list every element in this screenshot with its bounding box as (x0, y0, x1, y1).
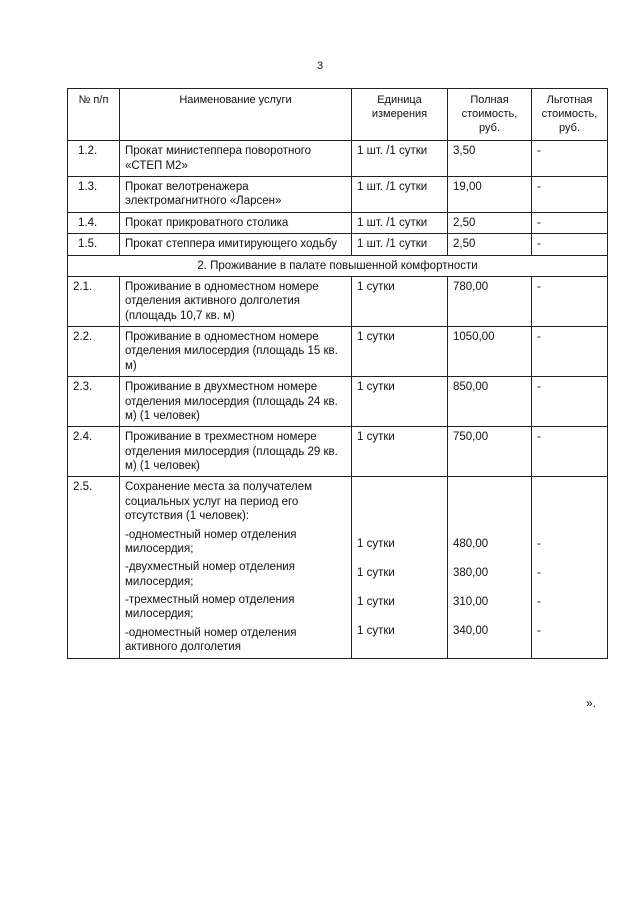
table-row (68, 177, 608, 213)
sub-item-unit: 1 сутки (357, 596, 395, 609)
row-unit: 1 шт. /1 сутки (352, 212, 448, 233)
sub-item-unit: 1 сутки (357, 567, 395, 580)
row-full-cost: 780,00 (448, 276, 532, 326)
row-num: 1.5. (68, 234, 120, 255)
row-discount-cost: - (532, 212, 608, 233)
sub-item-discount-cost: - (537, 596, 541, 609)
row-num: 2.5. (68, 477, 120, 658)
row-service-name: Проживание в двухместном номере отделения милосердия (площадь 24 кв. м) (1 человек) (120, 377, 352, 427)
row-full-cost: 19,00 (448, 177, 532, 213)
row-discount-cost: - (532, 276, 608, 326)
table-row (68, 212, 608, 233)
row-service-name: Проживание в одноместном номере отделения милосердия (площадь 15 кв. м) (120, 327, 352, 377)
sub-item-name: -двухместный номер отделения милосердия; (125, 561, 295, 588)
sub-item-name: -трехместный номер отделения милосердия; (125, 594, 295, 621)
header-full-cost: Полная стоимость, руб. (448, 89, 532, 141)
row-service-name: Проживание в одноместном номере отделения активного долголетия (площадь 10,7 кв. м) (120, 276, 352, 326)
sub-item-full-cost: 480,00 (453, 538, 489, 551)
row-full-cost (448, 477, 532, 658)
row-service-name: Прокат степпера имитирующего ходьбу (120, 234, 352, 255)
table-row (68, 234, 608, 255)
page-number: 3 (316, 60, 324, 72)
row-unit: 1 сутки (352, 276, 448, 326)
header-name: Наименование услуги (120, 89, 352, 141)
row-unit: 1 сутки (352, 377, 448, 427)
table-row (68, 377, 608, 427)
row-service-name: Прокат прикроватного столика (120, 212, 352, 233)
row-discount-cost: - (532, 377, 608, 427)
row-service-name (120, 477, 352, 658)
sub-item-discount-cost: - (537, 567, 541, 580)
row-discount-cost (532, 477, 608, 658)
row-unit: 1 сутки (352, 327, 448, 377)
sub-item-name: -одноместный номер отделения активного долголетия (125, 626, 297, 654)
row-num: 2.4. (68, 427, 120, 477)
row-full-cost: 2,50 (448, 212, 532, 233)
section-header-row (68, 255, 608, 276)
sub-item-discount-cost: - (537, 538, 541, 551)
closing-quote-mark: ». (586, 696, 597, 710)
row-full-cost: 3,50 (448, 141, 532, 177)
table-row (68, 276, 608, 326)
row-service-name: Проживание в трехместном номере отделения милосердия (площадь 29 кв. м) (1 человек) (120, 427, 352, 477)
row-service-name: Прокат велотренажера электромагнитного «Ларсен» (120, 177, 352, 213)
table-row (68, 427, 608, 477)
section-2-title: 2. Проживание в палате повышенной комфортности (68, 255, 608, 276)
sub-item-name: -одноместный номер отделения милосердия; (125, 528, 297, 555)
row-intro-text: Сохранение места за получателем социальных услуг на период его отсутствия (1 человек): (125, 481, 312, 523)
header-unit: Единица измерения (352, 89, 448, 141)
row-full-cost: 850,00 (448, 377, 532, 427)
row-discount-cost: - (532, 327, 608, 377)
row-unit: 1 шт. /1 сутки (352, 141, 448, 177)
row-discount-cost: - (532, 141, 608, 177)
header-discount-cost: Льготная стоимость, руб. (532, 89, 608, 141)
row-num: 2.3. (68, 377, 120, 427)
row-full-cost: 1050,00 (448, 327, 532, 377)
row-num: 1.2. (68, 141, 120, 177)
sub-item-discount-cost: - (537, 625, 541, 638)
row-num: 1.4. (68, 212, 120, 233)
row-service-name: Прокат министеппера поворотного «СТЕП М2» (120, 141, 352, 177)
sub-item-unit: 1 сутки (357, 625, 395, 638)
row-discount-cost: - (532, 234, 608, 255)
row-full-cost: 750,00 (448, 427, 532, 477)
sub-item-full-cost: 310,00 (453, 596, 489, 609)
header-num: № п/п (68, 89, 120, 141)
table-row (68, 327, 608, 377)
row-unit: 1 шт. /1 сутки (352, 177, 448, 213)
row-num: 2.2. (68, 327, 120, 377)
services-price-table (67, 88, 608, 659)
table-header-row (68, 89, 608, 141)
row-unit: 1 шт. /1 сутки (352, 234, 448, 255)
table-row (68, 141, 608, 177)
sub-item-unit: 1 сутки (357, 538, 395, 551)
sub-item-full-cost: 340,00 (453, 625, 489, 638)
row-discount-cost: - (532, 427, 608, 477)
row-discount-cost: - (532, 177, 608, 213)
row-num: 2.1. (68, 276, 120, 326)
row-full-cost: 2,50 (448, 234, 532, 255)
row-num: 1.3. (68, 177, 120, 213)
row-unit (352, 477, 448, 658)
sub-item-full-cost: 380,00 (453, 567, 489, 580)
table-row (68, 477, 608, 658)
row-unit: 1 сутки (352, 427, 448, 477)
